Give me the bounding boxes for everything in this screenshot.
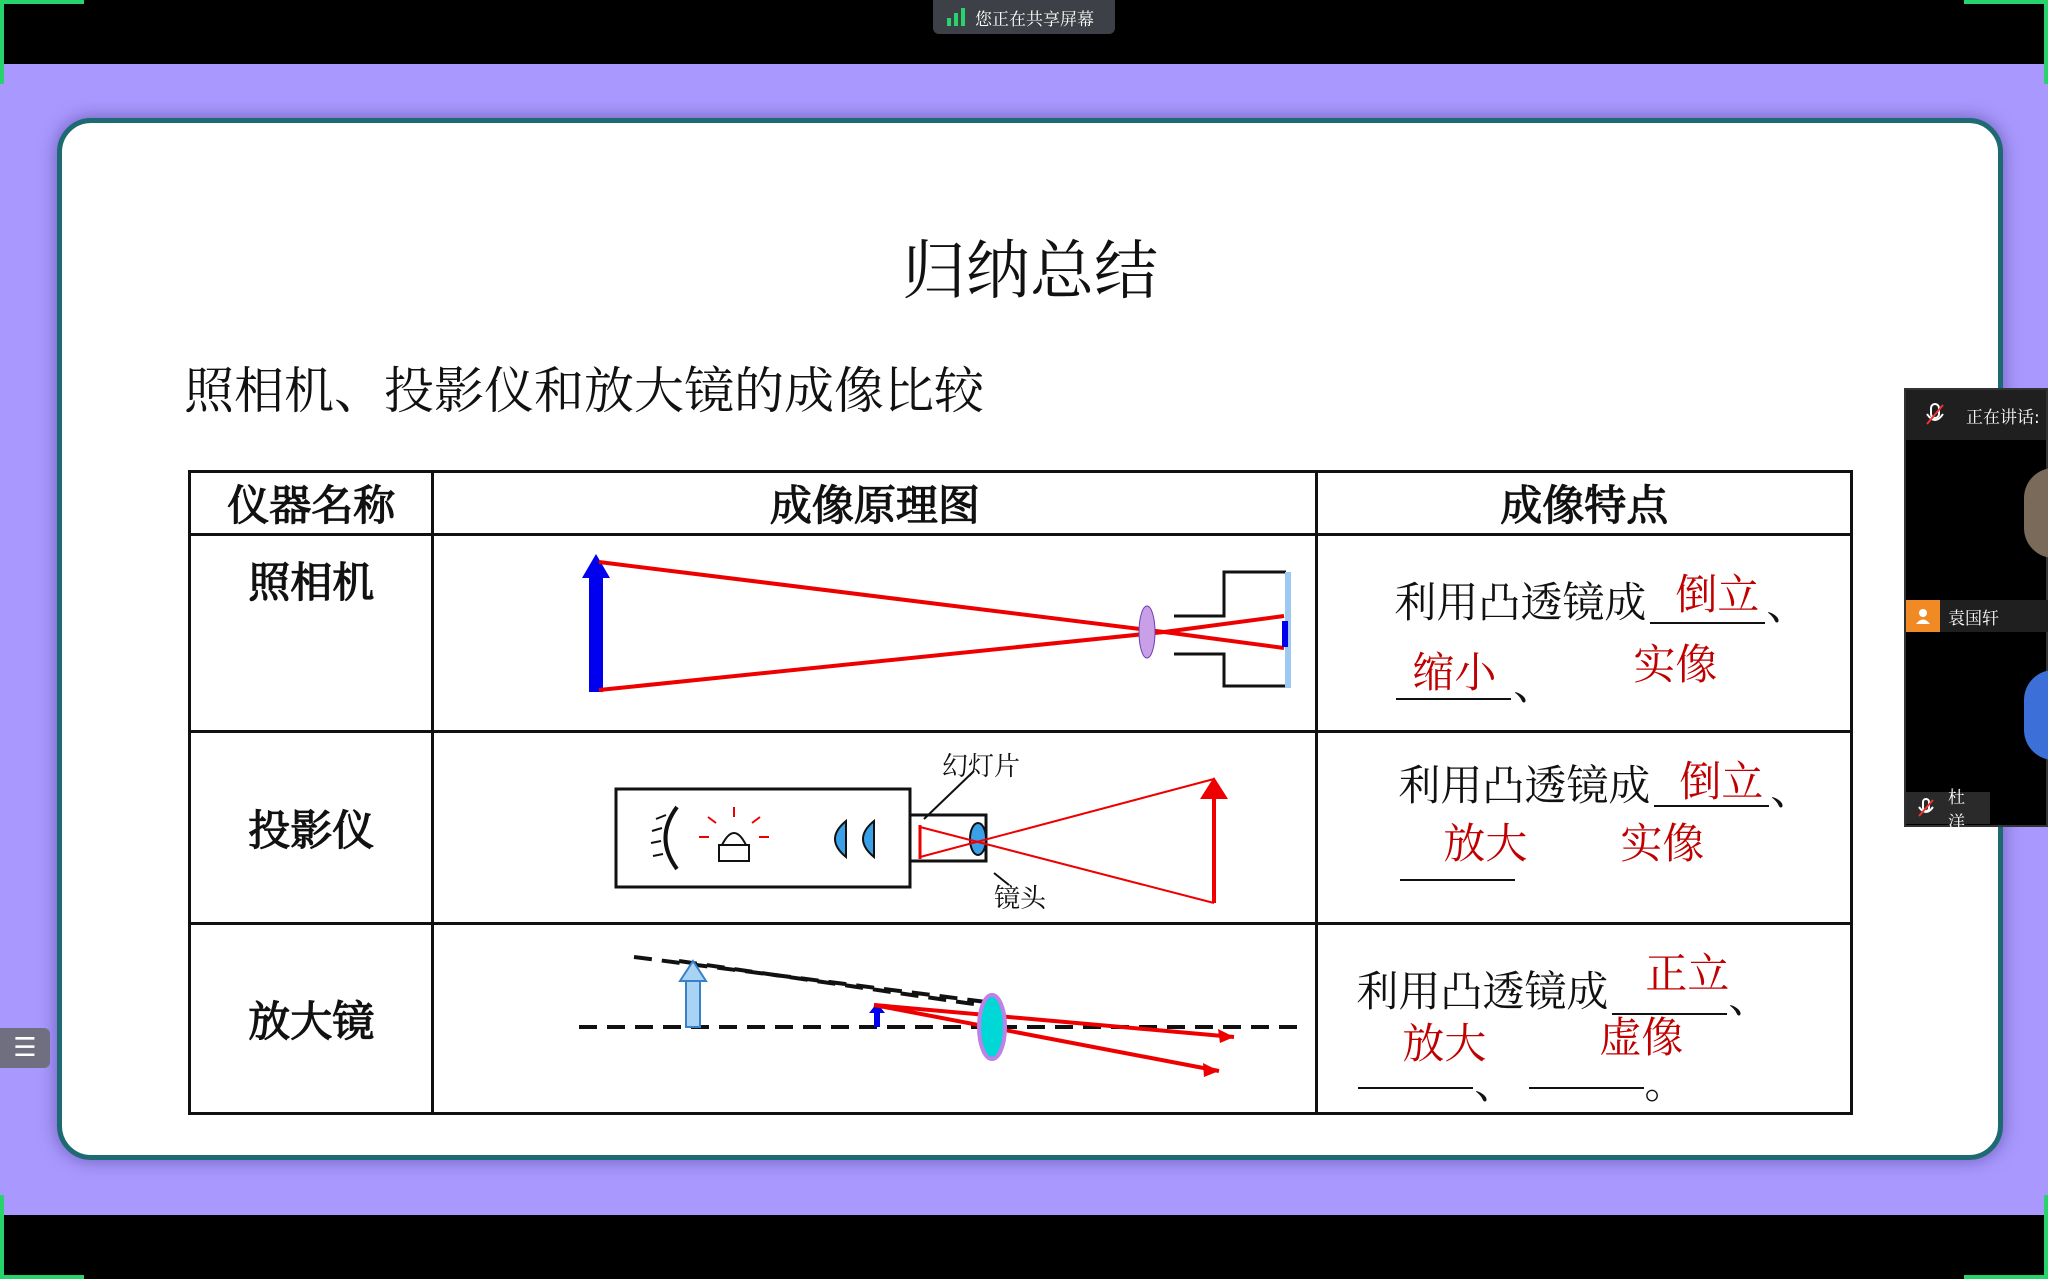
feature-prefix: 利用凸透镜成 — [1394, 578, 1647, 627]
instrument-name: 放大镜 — [190, 924, 433, 1114]
camera-diagram — [433, 535, 1317, 732]
separator: 、 — [1474, 1059, 1517, 1108]
camera-body — [1174, 654, 1286, 686]
screen-share-indicator[interactable] — [933, 0, 1115, 34]
answer-1: 正立 — [1645, 949, 1730, 998]
camera-ray-diagram — [434, 536, 1315, 726]
list-icon: ☰ — [13, 1033, 37, 1063]
object-arrow-head — [582, 554, 610, 578]
ray — [874, 1005, 1219, 1071]
ray — [599, 632, 1164, 690]
image-arrow — [1282, 621, 1288, 647]
share-frame-corner — [1964, 0, 2048, 4]
ray — [874, 1005, 1234, 1037]
features-cell — [1317, 924, 1852, 1114]
ray — [599, 562, 1164, 632]
slide-title: 归纳总结 — [902, 235, 1158, 309]
separator: 、 — [1513, 660, 1556, 709]
signal-bars-icon — [947, 8, 965, 26]
object-arrow — [874, 1011, 880, 1027]
header-diagram: 成像原理图 — [433, 472, 1317, 535]
instrument-name: 照相机 — [190, 535, 433, 732]
answer-2: 放大 — [1402, 1019, 1487, 1068]
share-frame-corner — [0, 0, 84, 4]
answer-3: 实像 — [1633, 640, 1718, 689]
answer-3: 虚像 — [1599, 1013, 1684, 1062]
table-row — [190, 732, 1852, 924]
virtual-image-arrow — [686, 979, 700, 1027]
answer-blank — [1400, 877, 1515, 881]
share-status-text: 您正在共享屏幕 — [975, 9, 1094, 30]
bottom-black-bar — [0, 1215, 2048, 1279]
avatar — [2024, 468, 2048, 558]
magnifier-ray-diagram — [434, 925, 1315, 1108]
share-frame-corner — [0, 1275, 84, 1279]
participant-tile[interactable] — [1906, 788, 1990, 833]
slide — [57, 118, 2003, 1160]
lens-icon — [970, 823, 986, 855]
user-icon — [1906, 600, 1940, 632]
comparison-table — [188, 470, 1853, 1115]
separator: 、 — [1766, 580, 1809, 629]
lens-icon — [1139, 606, 1155, 658]
speaking-label: 正在讲话: — [1966, 407, 2040, 428]
object-arrow — [589, 574, 603, 692]
answer-2: 缩小 — [1412, 648, 1497, 697]
image-arrow-head — [1200, 777, 1228, 799]
answer-3: 实像 — [1620, 819, 1705, 868]
period: 。 — [1644, 1059, 1687, 1108]
mic-muted-icon — [1916, 797, 1936, 819]
slide-list-button[interactable] — [0, 1028, 50, 1068]
participant-name: 杜洋 — [1948, 788, 1965, 833]
mic-muted-icon — [1924, 402, 1946, 428]
header-instrument: 仪器名称 — [190, 472, 433, 535]
answer-2: 放大 — [1443, 819, 1528, 868]
participants-panel[interactable] — [1904, 388, 2048, 833]
share-frame-corner — [2044, 1195, 2048, 1279]
camera-body — [1174, 572, 1286, 616]
lens-icon — [979, 995, 1005, 1059]
answer-1: 倒立 — [1679, 757, 1764, 806]
avatar — [2024, 670, 2048, 760]
features-cell — [1317, 535, 1852, 732]
speaking-indicator — [1906, 390, 2046, 440]
table-row — [190, 924, 1852, 1114]
feature-prefix: 利用凸透镜成 — [1356, 967, 1609, 1016]
participant-tile[interactable] — [1906, 600, 2048, 632]
share-frame-corner — [1964, 1275, 2048, 1279]
participant-name: 袁国轩 — [1948, 608, 1999, 629]
share-frame-corner — [0, 1195, 4, 1279]
projector-diagram — [433, 732, 1317, 924]
ray — [1164, 616, 1284, 632]
separator: 、 — [1728, 973, 1771, 1022]
separator: 、 — [1770, 765, 1813, 814]
header-features: 成像特点 — [1317, 472, 1852, 535]
answer-1: 倒立 — [1675, 570, 1760, 619]
features-cell — [1317, 732, 1852, 924]
slide-subtitle: 照相机、投影仪和放大镜的成像比较 — [184, 362, 984, 420]
table-header-row — [190, 472, 1852, 535]
ray — [1164, 632, 1284, 648]
feature-prefix: 利用凸透镜成 — [1398, 761, 1651, 810]
magnifier-diagram — [433, 924, 1317, 1114]
ray — [920, 827, 1214, 903]
answer-blank — [1358, 1085, 1473, 1089]
share-frame-corner — [2044, 0, 2048, 84]
instrument-name: 投影仪 — [190, 732, 433, 924]
table-row — [190, 535, 1852, 732]
lens-label: 镜头 — [994, 884, 1047, 914]
share-frame-corner — [0, 0, 4, 84]
slide-label: 幻灯片 — [942, 752, 1021, 782]
answer-blank — [1529, 1085, 1644, 1089]
projector-ray-diagram — [434, 733, 1315, 918]
